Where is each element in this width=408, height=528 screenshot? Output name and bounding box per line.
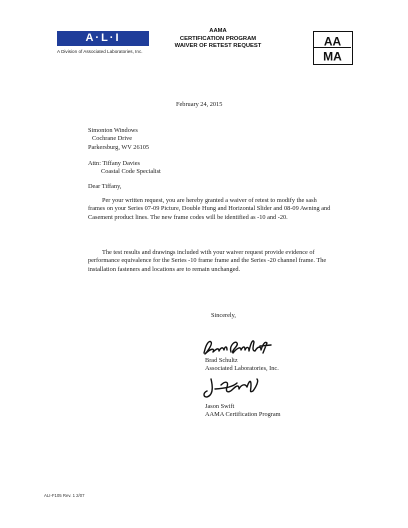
signer-2-name: Jason Swift bbox=[205, 403, 235, 410]
address-line: Parkersburg, WV 26105 bbox=[88, 143, 150, 151]
header-title-line2: CERTIFICATION PROGRAM bbox=[179, 35, 257, 42]
attention-line: Coastal Code Specialist bbox=[101, 168, 161, 176]
signer-1-name: Brad Schultz bbox=[205, 357, 238, 364]
signer-1 bbox=[205, 357, 279, 374]
signer-1-org: Associated Laboratories, Inc. bbox=[205, 365, 279, 373]
address-line: Simonton Windows bbox=[88, 127, 138, 134]
attention-block bbox=[88, 160, 161, 177]
body-paragraph-1: Per your written request, you are hereby granted a waiver of retest to modify the sash frames on your Series 07-09 Picture, Double Hung and Horizontal Slider and 08-09 Awning and Casement product lines. The new frame codes will be identified as -10 and -20. bbox=[88, 197, 331, 221]
signature-image-2 bbox=[201, 375, 271, 406]
ali-tagline: A Division of Associated Laboratories, Inc. bbox=[57, 49, 143, 54]
attention-line: Attn: Tiffany Davies bbox=[88, 160, 141, 167]
closing: Sincerely, bbox=[211, 312, 236, 319]
header-title-line1: AAMA bbox=[209, 28, 227, 34]
letter-date: February 24, 2015 bbox=[176, 101, 223, 108]
recipient-address bbox=[88, 127, 149, 152]
svg-text:AA: AA bbox=[323, 34, 342, 49]
signer-2 bbox=[205, 403, 281, 420]
document-header bbox=[163, 28, 273, 51]
form-id-footer: ALI-F105 Rev. 1 2/07 bbox=[44, 493, 85, 498]
svg-text:MA: MA bbox=[323, 49, 342, 63]
signer-2-org: AAMA Certification Program bbox=[205, 411, 281, 419]
greeting: Dear Tiffany, bbox=[88, 183, 122, 190]
ali-logo: A·L·I bbox=[57, 31, 149, 46]
header-title-line3: WAIVER OF RETEST REQUEST bbox=[174, 43, 262, 49]
body-paragraph-2: The test results and drawings included with your waiver request provide evidence of performance equivalence for the Series -10 frame frame and the Series -20 channel frame. The installation fasteners and locations are to remain unchanged. bbox=[88, 249, 327, 273]
aama-logo bbox=[313, 31, 353, 65]
address-line: Cochrane Drive bbox=[92, 135, 133, 143]
